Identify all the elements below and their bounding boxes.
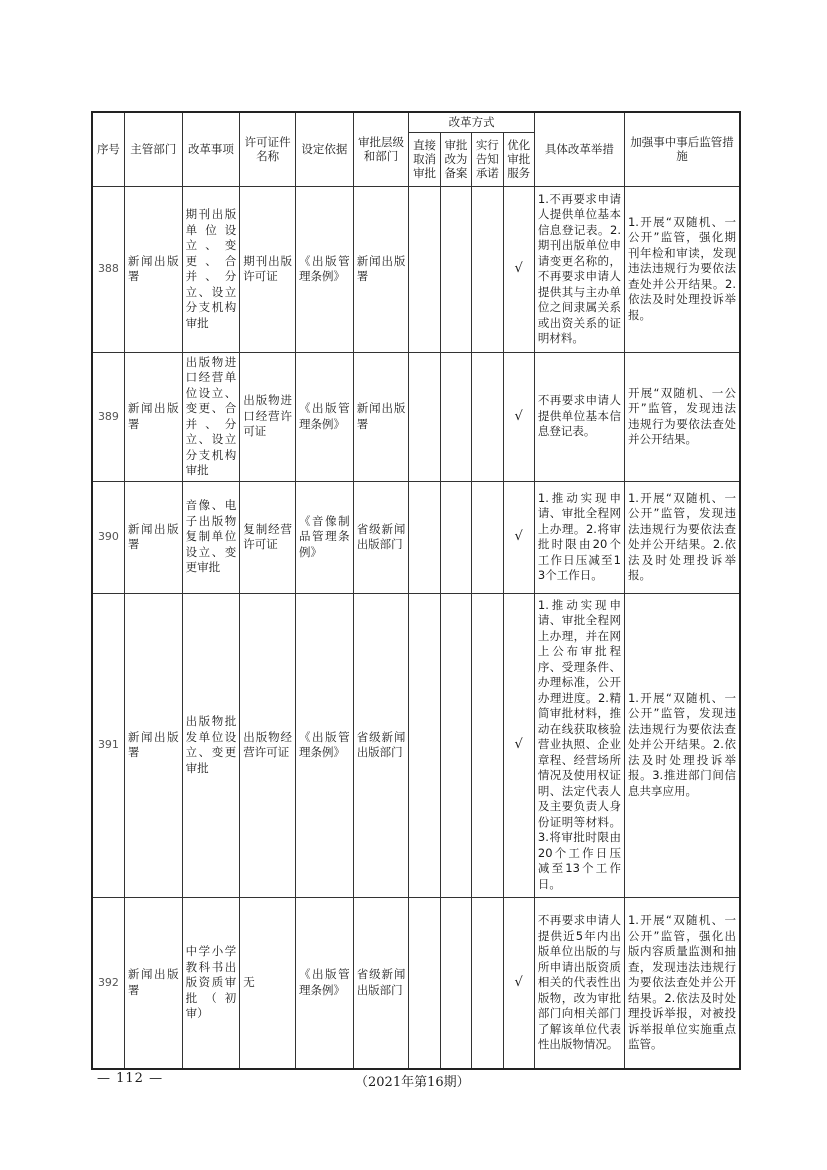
header-license: 许可证件名称 bbox=[240, 112, 296, 186]
row-item: 出版物进口经营单位设立、变更、合并、分立、设立分支机构审批 bbox=[182, 352, 240, 481]
row-seq: 392 bbox=[92, 897, 124, 1069]
row-mark-filing bbox=[440, 593, 471, 897]
row-supervision: 1.开展“双随机、一公开”监管，强化出版内容质量监测和抽查，发现违法违规行为要依法查处并公开结果。2.依法及时处理投诉举报，对被投诉举报单位实施重点监管。 bbox=[624, 897, 740, 1069]
row-item: 中学小学教科书出版资质审批（初审） bbox=[182, 897, 240, 1069]
table-row bbox=[92, 593, 740, 897]
row-basis: 《出版管理条例》 bbox=[295, 897, 353, 1069]
row-item: 出版物批发单位设立、变更审批 bbox=[182, 593, 240, 897]
header-level: 审批层级和部门 bbox=[353, 112, 409, 186]
row-supervision: 1.开展“双随机、一公开”监管，发现违法违规行为要依法查处并公开结果。2.依法及时处理投诉举报。 bbox=[624, 481, 740, 593]
header-supervision: 加强事中事后监管措施 bbox=[624, 112, 740, 186]
row-basis: 《出版管理条例》 bbox=[295, 186, 353, 352]
row-license: 无 bbox=[240, 897, 296, 1069]
row-mark-filing bbox=[440, 897, 471, 1069]
row-mark-notice bbox=[472, 897, 503, 1069]
table-row bbox=[92, 897, 740, 1069]
row-mark-notice bbox=[472, 352, 503, 481]
row-level: 省级新闻出版部门 bbox=[353, 897, 409, 1069]
header-reform-group: 改革方式 bbox=[409, 112, 535, 132]
header-direct-cancel: 直接取消审批 bbox=[409, 132, 440, 186]
header-measures: 具体改革举措 bbox=[534, 112, 624, 186]
header-dept: 主管部门 bbox=[124, 112, 182, 186]
row-measures: 1.不再要求申请人提供单位基本信息登记表。2.期刊出版单位申请变更名称的，不再要求申请人提供其与主办单位之间隶属关系或出资关系的证明材料。 bbox=[534, 186, 624, 352]
header-notice-commitment: 实行告知承诺 bbox=[472, 132, 503, 186]
row-measures: 不再要求申请人提供近5年内出版单位出版的与所申请出版资质相关的代表性出版物，改为审批部门向相关部门了解该单位代表性出版物情况。 bbox=[534, 897, 624, 1069]
row-level: 新闻出版署 bbox=[353, 186, 409, 352]
row-mark-direct-cancel bbox=[409, 352, 440, 481]
row-item: 期刊出版单位设立、变更、合并、分立、设立分支机构审批 bbox=[182, 186, 240, 352]
row-level: 省级新闻出版部门 bbox=[353, 481, 409, 593]
header-filing: 审批改为备案 bbox=[440, 132, 471, 186]
row-mark-optimize: √ bbox=[503, 593, 534, 897]
row-mark-direct-cancel bbox=[409, 897, 440, 1069]
header-optimize-service: 优化审批服务 bbox=[503, 132, 534, 186]
row-dept: 新闻出版署 bbox=[124, 481, 182, 593]
row-mark-optimize: √ bbox=[503, 186, 534, 352]
header-item: 改革事项 bbox=[182, 112, 240, 186]
header-basis: 设定依据 bbox=[295, 112, 353, 186]
row-dept: 新闻出版署 bbox=[124, 186, 182, 352]
row-mark-optimize: √ bbox=[503, 897, 534, 1069]
row-mark-direct-cancel bbox=[409, 186, 440, 352]
row-license: 出版物经营许可证 bbox=[240, 593, 296, 897]
row-supervision: 开展“双随机、一公开”监管，发现违法违规行为要依法查处并公开结果。 bbox=[624, 352, 740, 481]
row-seq: 388 bbox=[92, 186, 124, 352]
table-row bbox=[92, 481, 740, 593]
row-seq: 391 bbox=[92, 593, 124, 897]
row-license: 复制经营许可证 bbox=[240, 481, 296, 593]
row-basis: 《音像制品管理条例》 bbox=[295, 481, 353, 593]
row-seq: 390 bbox=[92, 481, 124, 593]
issue-label: （2021年第16期） bbox=[355, 1075, 470, 1090]
page-number: — 112 — bbox=[97, 1071, 164, 1086]
table-row bbox=[92, 186, 740, 352]
row-supervision: 1.开展“双随机、一公开”监管，发现违法违规行为要依法查处并公开结果。2.依法及时处理投诉举报。3.推进部门间信息共享应用。 bbox=[624, 593, 740, 897]
table-row bbox=[92, 352, 740, 481]
row-mark-notice bbox=[472, 481, 503, 593]
row-mark-direct-cancel bbox=[409, 481, 440, 593]
row-license: 期刊出版许可证 bbox=[240, 186, 296, 352]
row-seq: 389 bbox=[92, 352, 124, 481]
row-dept: 新闻出版署 bbox=[124, 352, 182, 481]
row-mark-filing bbox=[440, 481, 471, 593]
row-mark-optimize: √ bbox=[503, 352, 534, 481]
row-level: 省级新闻出版部门 bbox=[353, 593, 409, 897]
header-seq: 序号 bbox=[92, 112, 124, 186]
row-basis: 《出版管理条例》 bbox=[295, 352, 353, 481]
row-measures: 不再要求申请人提供单位基本信息登记表。 bbox=[534, 352, 624, 481]
row-mark-direct-cancel bbox=[409, 593, 440, 897]
row-mark-filing bbox=[440, 352, 471, 481]
row-mark-notice bbox=[472, 186, 503, 352]
row-dept: 新闻出版署 bbox=[124, 897, 182, 1069]
row-dept: 新闻出版署 bbox=[124, 593, 182, 897]
row-license: 出版物进口经营许可证 bbox=[240, 352, 296, 481]
row-supervision: 1.开展“双随机、一公开”监管，强化期刊年检和审读，发现违法违规行为要依法查处并公开结果。2.依法及时处理投诉举报。 bbox=[624, 186, 740, 352]
row-mark-optimize: √ bbox=[503, 481, 534, 593]
row-basis: 《出版管理条例》 bbox=[295, 593, 353, 897]
row-mark-filing bbox=[440, 186, 471, 352]
row-level: 新闻出版署 bbox=[353, 352, 409, 481]
row-mark-notice bbox=[472, 593, 503, 897]
row-item: 音像、电子出版物复制单位设立、变更审批 bbox=[182, 481, 240, 593]
row-measures: 1.推动实现申请、审批全程网上办理。2.将审批时限由20个工作日压减至13个工作日。 bbox=[534, 481, 624, 593]
row-measures: 1.推动实现申请、审批全程网上办理，并在网上公布审批程序、受理条件、办理标准，公开办理进度。2.精简审批材料，推动在线获取核验营业执照、企业章程、经营场所情况及使用权证明、法定代表人及主要负责人身份证明等材料。3.将审批时限由20个工作日压减至13个工作日。 bbox=[534, 593, 624, 897]
reform-table bbox=[91, 111, 741, 1070]
